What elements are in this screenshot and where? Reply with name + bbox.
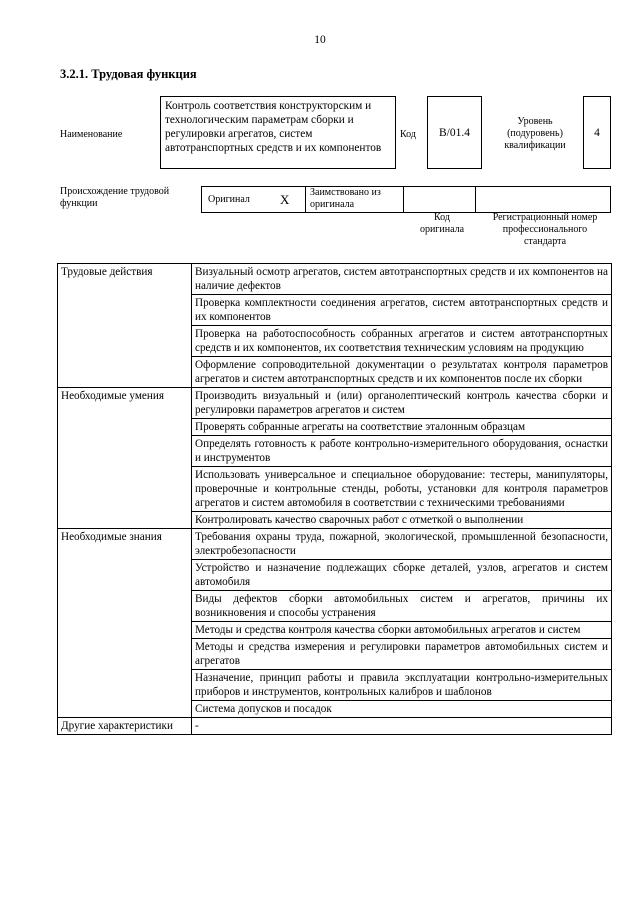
row-item: Устройство и назначение подлежащих сборке деталей, узлов, агрегатов и систем автомобиля: [192, 560, 612, 591]
row-item: Определять готовность к работе контрольно-измерительного оборудования, оснастки и инструментов: [192, 436, 612, 467]
table-row: [58, 718, 612, 735]
name-label: Наименование: [60, 129, 123, 140]
origin-box: [201, 186, 611, 213]
row-item: Оформление сопроводительной документации о результатах контроля параметров агрегатов и систем автотранспортных средств и их компонентов после их сборки: [192, 357, 612, 388]
row-label: Трудовые действия: [58, 264, 192, 388]
row-item: Методы и средства измерения и регулировки параметров автомобильных систем и агрегатов: [192, 639, 612, 670]
registration-caption: Регистрационный номер профессионального стандарта: [492, 212, 598, 247]
row-item: Требования охраны труда, пожарной, экологической, промышленной безопасности, электробезопасности: [192, 529, 612, 560]
row-item: Система допусков и посадок: [192, 701, 612, 718]
divider: [305, 187, 306, 212]
function-name: Контроль соответствия конструкторским и технологическим параметрам сборки и регулировки агрегатов, систем автотранспортных средств и их компонентов: [160, 96, 396, 169]
code-original-caption: Код оригинала: [419, 212, 465, 235]
table-row: [58, 388, 612, 419]
section-title: 3.2.1. Трудовая функция: [60, 67, 197, 81]
row-item: Использовать универсальное и специальное оборудование: тестеры, манипуляторы, проверочные и контрольные стенды, роботы, установки для контроля параметров агрегатов и систем автомобиля в соответствии с техническими требованиями: [192, 467, 612, 512]
table-row: [58, 529, 612, 560]
requirements-table: [57, 263, 612, 735]
row-item: Назначение, принцип работы и правила эксплуатации контрольно-измерительных приборов и инструментов, контрольных калибров и шаблонов: [192, 670, 612, 701]
row-item: Проверка комплектности соединения агрегатов, систем автотранспортных средств и их компонентов: [192, 295, 612, 326]
row-item: -: [192, 718, 612, 735]
row-label: Необходимые знания: [58, 529, 192, 718]
table-row: [58, 264, 612, 295]
divider: [403, 187, 404, 212]
page-number: 10: [314, 34, 326, 46]
code-value: B/01.4: [427, 96, 482, 169]
row-label: Другие характеристики: [58, 718, 192, 735]
divider: [475, 187, 476, 212]
row-item: Проверка на работоспособность собранных агрегатов и систем автотранспортных средств и их компонентов, их соответствия техническим условиям на продукцию: [192, 326, 612, 357]
row-item: Визуальный осмотр агрегатов, систем автотранспортных средств и их компонентов на наличие дефектов: [192, 264, 612, 295]
row-item: Проверять собранные агрегаты на соответствие эталонным образцам: [192, 419, 612, 436]
level-label: Уровень (подуровень) квалификации: [504, 116, 566, 151]
row-item: Контролировать качество сварочных работ с отметкой о выполнении: [192, 512, 612, 529]
borrowed-label: Заимствовано из оригинала: [310, 187, 381, 210]
original-label: Оригинал: [208, 194, 250, 205]
code-label: Код: [400, 129, 416, 140]
row-item: Производить визуальный и (или) органолептический контроль качества сборки и регулировки параметров агрегатов и систем: [192, 388, 612, 419]
level-value: 4: [583, 96, 611, 169]
row-item: Методы и средства контроля качества сборки автомобильных агрегатов и систем: [192, 622, 612, 639]
row-label: Необходимые умения: [58, 388, 192, 529]
origin-label: Происхождение трудовой функции: [60, 186, 170, 209]
row-item: Виды дефектов сборки автомобильных систем и агрегатов, причины их возникновения и способы устранения: [192, 591, 612, 622]
original-mark: X: [280, 192, 290, 207]
